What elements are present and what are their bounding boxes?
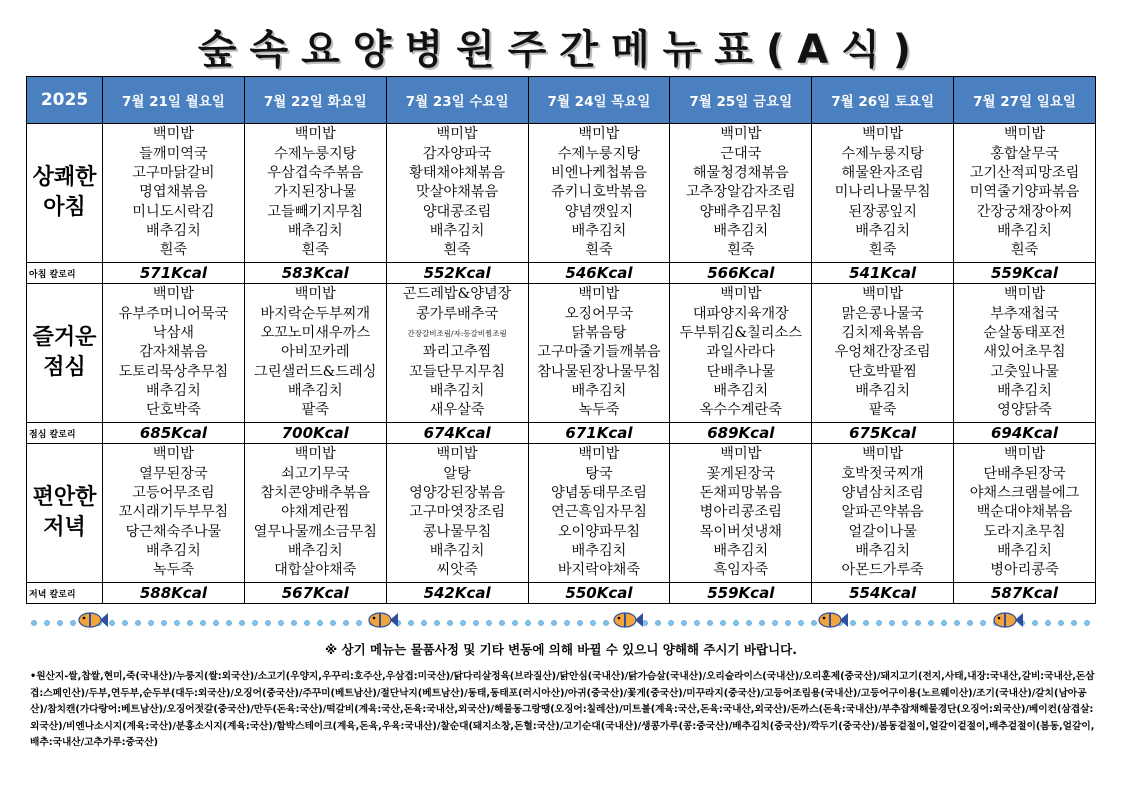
menu-item: 백미밥: [152, 126, 194, 143]
calorie-value: 542Kcal: [386, 583, 528, 604]
menu-item: 고들빼기지무침: [267, 203, 364, 220]
menu-item: 백미밥: [1003, 126, 1046, 143]
menu-item: 흰죽: [585, 242, 613, 259]
menu-cell: [103, 124, 245, 263]
menu-item: 맑은콩나물국: [841, 305, 924, 322]
menu-item: 배추김치: [429, 222, 485, 239]
menu-item: 흰죽: [727, 242, 755, 259]
menu-item: 간장갈비조림/자:등갈비찜조림: [407, 329, 507, 339]
menu-item: 두부튀김&칠리소스: [679, 325, 802, 342]
bubble-icon: [538, 620, 543, 625]
day-header: 7월 25일 금요일: [670, 77, 812, 124]
menu-item: 연근흑임자무침: [550, 504, 647, 521]
calorie-value: 566Kcal: [670, 263, 812, 284]
menu-item: 배추김치: [855, 382, 911, 399]
bubble-icon: [733, 620, 738, 625]
menu-item: 흑임자죽: [713, 562, 769, 579]
bubble-icon: [226, 620, 231, 625]
menu-item: 아몬드가루죽: [841, 562, 924, 579]
menu-item: 새우살죽: [429, 402, 485, 419]
menu-cell: [954, 284, 1096, 423]
bubble-icon: [655, 620, 660, 625]
menu-item: 흰죽: [1010, 242, 1039, 259]
weekly-menu-table: [26, 76, 1096, 604]
menu-item: 백미밥: [1003, 446, 1046, 463]
menu-item: 흰죽: [443, 242, 471, 259]
menu-item: 알탕: [443, 465, 471, 482]
menu-cell: [386, 124, 528, 263]
meal-row: [27, 444, 1096, 583]
menu-item: 도라지초무침: [983, 523, 1066, 540]
page-title: 숲속요양병원주간메뉴표(A식): [197, 27, 925, 73]
menu-item: 백미밥: [436, 126, 478, 143]
menu-item: 백미밥: [578, 126, 620, 143]
menu-item: 간장궁채장아찌: [976, 203, 1073, 220]
bubble-icon: [668, 620, 673, 625]
bubble-icon: [486, 620, 491, 625]
day-header: 7월 24일 목요일: [528, 77, 670, 124]
menu-item: 열무나물깨소금무침: [253, 523, 377, 540]
calorie-value: 583Kcal: [244, 263, 386, 284]
bubble-icon: [967, 620, 972, 625]
bubble-icon: [343, 620, 348, 625]
menu-item: 배추김치: [855, 222, 911, 239]
menu-item: 배추김치: [287, 542, 343, 559]
calorie-value: 554Kcal: [812, 583, 954, 604]
bubble-icon: [44, 620, 49, 625]
bubble-icon: [200, 620, 205, 625]
calorie-row: [27, 423, 1096, 444]
menu-item: 참치콘양배추볶음: [260, 485, 371, 502]
menu-item: 부추재첩국: [990, 305, 1059, 322]
menu-item: 당근채숙주나물: [125, 523, 222, 540]
menu-item: 배추김치: [146, 382, 201, 399]
menu-item: 근대국: [720, 145, 762, 162]
menu-item: 백미밥: [720, 286, 762, 303]
meal-row: [27, 124, 1096, 263]
menu-item: 백미밥: [152, 286, 194, 303]
meal-label: [27, 284, 103, 423]
menu-item: 오징어무국: [564, 305, 634, 322]
bubble-icon: [850, 620, 855, 625]
menu-item: 배추김치: [713, 542, 769, 559]
menu-item: 미역줄기양파볶음: [969, 184, 1080, 201]
menu-item: 맛살야채볶음: [415, 184, 499, 201]
bubble-icon: [174, 620, 179, 625]
menu-item: 고구마줄기들깨볶음: [537, 344, 661, 361]
menu-item: 쇠고기무국: [281, 465, 350, 482]
menu-item: 병아리콩조림: [699, 504, 782, 521]
fish-icon: [369, 613, 398, 627]
menu-item: 된장콩잎지: [848, 203, 917, 220]
menu-item: 팥죽: [301, 402, 329, 419]
header-row: [27, 77, 1096, 124]
menu-cell: [244, 124, 386, 263]
notice-text: ※ 상기 메뉴는 물품사정 및 기타 변동에 의해 바뀔 수 있으니 양해해 주시기 바랍니다.: [325, 642, 797, 657]
menu-item: 백미밥: [720, 126, 762, 143]
menu-item: 황태채야채볶음: [409, 165, 506, 182]
menu-item: 양념동태무조림: [550, 485, 647, 502]
menu-item: 고추장알감자조림: [685, 184, 796, 201]
menu-item: 콩나물무침: [422, 523, 492, 540]
menu-item: 호박젓국찌개: [841, 465, 924, 482]
menu-item: 새있어초무침: [983, 344, 1066, 361]
bubble-icon: [1045, 620, 1050, 625]
bubble-icon: [239, 620, 244, 625]
bubble-icon: [642, 620, 647, 625]
calorie-value: 559Kcal: [954, 263, 1096, 284]
menu-item: 양대콩조림: [422, 203, 492, 220]
meal-label-line: 저녁: [43, 515, 86, 540]
fish-icon: [994, 613, 1023, 627]
menu-item: 고기산적피망조림: [969, 165, 1080, 182]
menu-item: 배추김치: [287, 382, 343, 399]
meal-row: [27, 284, 1096, 423]
bubble-icon: [759, 620, 764, 625]
menu-item: 곤드레밥&양념장: [402, 286, 512, 303]
menu-item: 백미밥: [1003, 286, 1046, 303]
menu-item: 백미밥: [720, 446, 762, 463]
menu-item: 영양닭죽: [997, 402, 1052, 419]
menu-item: 수제누룽지탕: [274, 145, 357, 162]
bubble-icon: [499, 620, 504, 625]
bubble-icon: [694, 620, 699, 625]
menu-item: 녹두죽: [578, 402, 620, 419]
bubble-icon: [473, 620, 478, 625]
menu-cell: [528, 284, 670, 423]
bubble-icon: [148, 620, 153, 625]
menu-item: 병아리콩죽: [990, 562, 1059, 579]
menu-item: 백미밥: [436, 446, 478, 463]
menu-item: 녹두죽: [152, 562, 194, 579]
calorie-row: [27, 263, 1096, 284]
bubble-icon: [460, 620, 465, 625]
menu-item: 참나물된장나물무침: [537, 363, 661, 380]
bubble-icon: [512, 620, 517, 625]
menu-item: 백미밥: [862, 126, 904, 143]
menu-item: 백미밥: [294, 126, 336, 143]
menu-cell: [812, 124, 954, 263]
bubble-icon: [954, 620, 959, 625]
menu-item: 김치제육볶음: [841, 325, 924, 342]
bubble-icon: [434, 620, 439, 625]
menu-item: 바지락야채죽: [557, 562, 641, 579]
menu-item: 꽃게된장국: [706, 465, 776, 482]
meal-label-line: 아침: [43, 195, 86, 220]
menu-item: 닭볶음탕: [571, 325, 627, 342]
menu-item: 배추김치: [571, 542, 627, 559]
menu-item: 흰죽: [301, 242, 329, 259]
menu-item: 백미밥: [862, 286, 904, 303]
bubble-icon: [291, 620, 296, 625]
bubble-icon: [551, 620, 556, 625]
menu-item: 대합살야채죽: [274, 562, 357, 579]
calorie-value: 546Kcal: [528, 263, 670, 284]
menu-item: 옥수수계란죽: [699, 402, 782, 419]
menu-item: 유부주머니어묵국: [118, 305, 229, 322]
origin-info: •원산지-쌀,찹쌀,현미,죽(국내산)/누룽지(쌀:외국산)/소고기(우양지,우꾸리:호주산,우삼겹:미국산)/닭다리살정육(브라질산)/닭안심(국내산)/닭가슴살(국내산)/오리슬라이스(국내산)/오리훈제(중국산)/돼지고기(전지,사태,내장:국내산,갈비:국내산,돈삼겹:스페인산)/두부,연두부,순두부(대두:외국산)/오징어(중국산)/주꾸미(베트남산)/절단낙지(베트남산)/동태,동태포(러시아산)/아귀(중국산)/꽃게(중국산)/미꾸라지(중국산)/고등어조림용(국내산)/고등어구이용(노르웨이산)/조기(국내산)/갈치(남아공산)/참치캔(가다랑어:베트남산)/오징어젓갈(중국산)/만두(돈육:국산)/떡갈비(계육:국산,돈육:국내산,외국산)/해물동그랑땡(오징어:칠레산)/미트볼(계육:국산,돈육:국내산,외국산)/돈까스(돈육:국내산)/부추잡채해물경단(오징어:외국산)/베이컨(삼겹살:외국산)/비엔나소시지(계육:국산)/분홍소시지(계육:국산)/함박스테이크(계육,돈육,우육:국내산)/찰순대(돼지소창,돈혈:국산)/고기순대(국내산)/생콩가루(콩:중국산)/배추김치(중국산)/깍두기(중국산)/봄동겉절이,얼갈이겉절이,배추겉절이(봄동,얼갈이,배추:국내산/고추가루:중국산): [30, 671, 1095, 748]
bubble-icon: [1084, 620, 1089, 625]
day-header: 7월 21일 월요일: [103, 77, 245, 124]
menu-item: 배추김치: [713, 382, 769, 399]
menu-item: 고등어무조림: [132, 485, 215, 502]
menu-cell: [103, 444, 245, 583]
bubble-icon: [590, 620, 595, 625]
menu-item: 배추김치: [997, 542, 1052, 559]
day-header: 7월 26일 토요일: [812, 77, 954, 124]
bubble-icon: [785, 620, 790, 625]
meal-label-line: 점심: [43, 355, 86, 380]
fish-icon: [819, 613, 848, 627]
menu-item: 야채계란찜: [281, 504, 350, 521]
menu-item: 감자양파국: [422, 145, 492, 162]
menu-cell: [244, 284, 386, 423]
menu-item: 그린샐러드&드레싱: [254, 363, 377, 380]
menu-item: 흰죽: [868, 242, 897, 259]
bubble-icon: [447, 620, 452, 625]
menu-item: 백미밥: [578, 286, 620, 303]
menu-item: 씨앗죽: [436, 562, 478, 579]
menu-item: 수제누룽지탕: [841, 145, 924, 162]
menu-item: 탕국: [585, 465, 613, 482]
menu-item: 백미밥: [152, 446, 194, 463]
menu-item: 백순대야채볶음: [976, 504, 1073, 521]
bubble-icon: [252, 620, 257, 625]
menu-item: 대파양지육개장: [692, 305, 789, 322]
menu-cell: [670, 284, 812, 423]
bubble-icon: [1032, 620, 1037, 625]
menu-item: 흰죽: [159, 242, 188, 259]
menu-item: 아비꼬카레: [281, 344, 350, 361]
menu-item: 도토리묵상추무침: [118, 363, 229, 380]
calorie-label: 저녁 칼로리: [27, 583, 103, 604]
bubble-icon: [1071, 620, 1076, 625]
day-header: 7월 27일 일요일: [954, 77, 1096, 124]
bubble-icon: [798, 620, 803, 625]
menu-cell: [954, 444, 1096, 583]
bubble-icon: [876, 620, 881, 625]
menu-cell: [386, 284, 528, 423]
menu-item: 백미밥: [862, 446, 904, 463]
bubble-icon: [187, 620, 192, 625]
calorie-value: 685Kcal: [103, 423, 245, 444]
meal-label-line: 상쾌한: [32, 165, 97, 190]
menu-item: 단배추된장국: [983, 465, 1066, 482]
calorie-value: 571Kcal: [103, 263, 245, 284]
bubble-icon: [889, 620, 894, 625]
bubble-icon: [720, 620, 725, 625]
menu-item: 팥죽: [868, 402, 897, 419]
calorie-value: 675Kcal: [812, 423, 954, 444]
menu-item: 가지된장나물: [274, 184, 357, 201]
bubble-icon: [213, 620, 218, 625]
calorie-value: 587Kcal: [954, 583, 1096, 604]
menu-cell: [812, 284, 954, 423]
menu-item: 배추김치: [997, 382, 1052, 399]
menu-cell: [670, 444, 812, 583]
menu-item: 꼬들단무지무침: [409, 363, 506, 380]
decorative-border: [30, 608, 1092, 634]
menu-cell: [528, 444, 670, 583]
menu-item: 해물완자조림: [841, 165, 924, 182]
bubble-icon: [330, 620, 335, 625]
menu-body: [27, 124, 1096, 604]
menu-item: 백미밥: [294, 446, 336, 463]
meal-label-line: 편안한: [32, 485, 97, 510]
menu-item: 단배추나물: [706, 363, 776, 380]
menu-cell: [244, 444, 386, 583]
menu-cell: [670, 124, 812, 263]
menu-item: 낙삼새: [152, 325, 194, 342]
meal-label: [27, 124, 103, 263]
bubble-icon: [811, 620, 816, 625]
bubble-icon: [746, 620, 751, 625]
menu-cell: [103, 284, 245, 423]
menu-item: 양념깻잎지: [564, 203, 634, 220]
calorie-value: 567Kcal: [244, 583, 386, 604]
menu-item: 배추김치: [855, 542, 911, 559]
bubble-icon: [122, 620, 127, 625]
fish-icon: [614, 613, 643, 627]
menu-item: 오꼬노미새우까스: [260, 325, 371, 342]
bubble-icon: [902, 620, 907, 625]
calorie-value: 550Kcal: [528, 583, 670, 604]
menu-item: 배추김치: [287, 222, 343, 239]
bubble-icon: [915, 620, 920, 625]
menu-item: 배추김치: [997, 222, 1052, 239]
bubble-icon: [161, 620, 166, 625]
meal-label: [27, 444, 103, 583]
bubble-icon: [772, 620, 777, 625]
bubble-icon: [1058, 620, 1063, 625]
bubble-icon: [577, 620, 582, 625]
menu-cell: [812, 444, 954, 583]
menu-item: 오이양파무침: [557, 523, 641, 540]
menu-item: 감자채볶음: [139, 344, 208, 361]
menu-item: 과일사라다: [706, 344, 776, 361]
calorie-label: 점심 칼로리: [27, 423, 103, 444]
menu-item: 알파곤약볶음: [841, 504, 924, 521]
bubble-icon: [928, 620, 933, 625]
bubble-icon: [317, 620, 322, 625]
bubble-icon: [57, 620, 62, 625]
menu-item: 콩가루배추국: [415, 305, 499, 322]
calorie-value: 559Kcal: [670, 583, 812, 604]
menu-item: 고구마엿장조림: [409, 504, 506, 521]
menu-cell: [954, 124, 1096, 263]
calorie-value: 541Kcal: [812, 263, 954, 284]
year-header: 2025: [27, 77, 103, 124]
menu-item: 들깨미역국: [139, 145, 208, 162]
bubble-icon: [681, 620, 686, 625]
bubble-icon: [278, 620, 283, 625]
menu-item: 미나리나물무침: [834, 184, 931, 201]
calorie-value: 671Kcal: [528, 423, 670, 444]
calorie-value: 552Kcal: [386, 263, 528, 284]
menu-item: 영양강된장볶음: [409, 485, 506, 502]
menu-cell: [386, 444, 528, 583]
bubble-icon: [421, 620, 426, 625]
menu-item: 배추김치: [571, 222, 627, 239]
calorie-row: [27, 583, 1096, 604]
bubble-icon: [980, 620, 985, 625]
bubble-icon: [356, 620, 361, 625]
menu-item: 야채스크램블에그: [969, 485, 1080, 502]
menu-item: 얼갈이나물: [848, 523, 917, 540]
menu-cell: [528, 124, 670, 263]
bubble-icon: [70, 620, 75, 625]
bubble-icon: [304, 620, 309, 625]
bubble-icon: [109, 620, 114, 625]
menu-item: 수제누룽지탕: [557, 145, 641, 162]
bubble-icon: [265, 620, 270, 625]
bubble-icon: [564, 620, 569, 625]
menu-item: 해물청경채볶음: [692, 165, 789, 182]
menu-item: 백미밥: [294, 286, 336, 303]
bubble-icon: [525, 620, 530, 625]
calorie-label: 아침 칼로리: [27, 263, 103, 284]
menu-item: 비엔나케첩볶음: [550, 165, 647, 182]
menu-item: 쥬키니호박볶음: [550, 184, 647, 201]
menu-item: 양념삼치조림: [841, 485, 924, 502]
menu-item: 목이버섯냉채: [699, 523, 782, 540]
menu-item: 바지락순두부찌개: [260, 305, 371, 322]
menu-item: 꼬시래기두부무침: [118, 504, 229, 521]
menu-item: 고구마닭갈비: [132, 165, 215, 182]
menu-item: 고춧잎나물: [990, 363, 1059, 380]
day-header: 7월 23일 수요일: [386, 77, 528, 124]
menu-item: 우삼겹숙주볶음: [267, 165, 364, 182]
bubble-icon: [408, 620, 413, 625]
menu-item: 배추김치: [146, 542, 201, 559]
menu-item: 양배추김무침: [699, 203, 782, 220]
menu-item: 단호박팥찜: [848, 363, 917, 380]
menu-item: 순살동태포전: [983, 325, 1066, 342]
calorie-value: 700Kcal: [244, 423, 386, 444]
menu-item: 우엉채간장조림: [834, 344, 931, 361]
menu-item: 꽈리고추찜: [422, 344, 492, 361]
menu-item: 배추김치: [429, 382, 485, 399]
menu-item: 백미밥: [578, 446, 620, 463]
menu-item: 홍합살무국: [990, 145, 1059, 162]
bubble-icon: [135, 620, 140, 625]
day-header: 7월 22일 화요일: [244, 77, 386, 124]
bubble-icon: [603, 620, 608, 625]
calorie-value: 694Kcal: [954, 423, 1096, 444]
menu-item: 돈채피망볶음: [699, 485, 782, 502]
calorie-value: 674Kcal: [386, 423, 528, 444]
menu-item: 배추김치: [713, 222, 769, 239]
menu-item: 미니도시락김: [132, 203, 215, 220]
bubble-icon: [707, 620, 712, 625]
menu-item: 단호박죽: [146, 402, 201, 419]
bubble-icon: [31, 620, 36, 625]
calorie-value: 588Kcal: [103, 583, 245, 604]
bubble-icon: [863, 620, 868, 625]
meal-label-line: 즐거운: [32, 325, 97, 350]
menu-item: 배추김치: [429, 542, 485, 559]
menu-item: 열무된장국: [139, 465, 208, 482]
calorie-value: 689Kcal: [670, 423, 812, 444]
menu-item: 배추김치: [146, 222, 201, 239]
menu-item: 배추김치: [571, 382, 627, 399]
menu-item: 명엽채볶음: [139, 184, 208, 201]
fish-icon: [79, 613, 108, 627]
bubble-icon: [941, 620, 946, 625]
